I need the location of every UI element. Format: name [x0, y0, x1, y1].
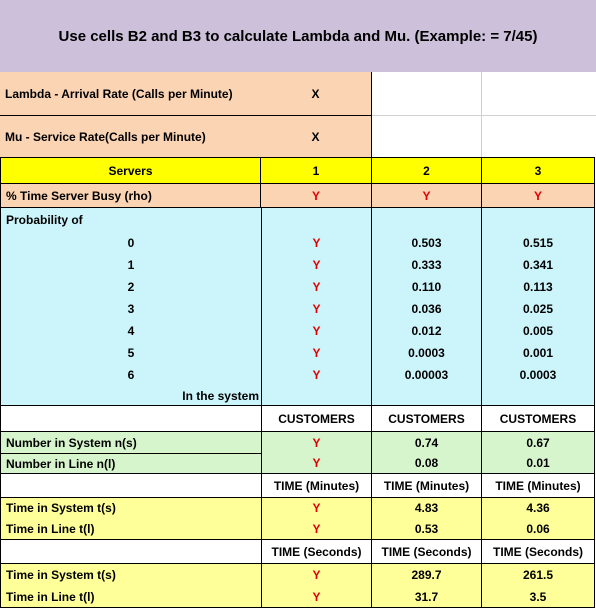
rho-label-cell[interactable]: % Time Server Busy (rho)	[0, 184, 261, 208]
probability-header-cell[interactable]	[482, 208, 595, 232]
seconds-header-blank[interactable]	[0, 540, 261, 564]
minutes-row-value[interactable]: 0.06	[482, 518, 595, 540]
probability-value-cell[interactable]: 0.025	[482, 298, 595, 320]
minutes-header-2[interactable]: TIME (Minutes)	[372, 474, 482, 498]
customers-row-value[interactable]: 0.01	[482, 453, 595, 474]
minutes-row-value[interactable]: Y	[261, 518, 372, 540]
probability-value-cell[interactable]: Y	[261, 298, 372, 320]
probability-value-cell[interactable]: 0.00003	[372, 364, 482, 386]
seconds-row-value[interactable]: Y	[261, 564, 372, 586]
lambda-label-cell[interactable]: Lambda - Arrival Rate (Calls per Minute)	[0, 72, 260, 116]
customers-row-label[interactable]: Number in System n(s)	[0, 432, 261, 453]
probability-value-cell[interactable]: 0.005	[482, 320, 595, 342]
empty-cell[interactable]	[372, 72, 482, 116]
seconds-row-label[interactable]: Time in System t(s)	[0, 564, 261, 586]
lambda-value-cell[interactable]: X	[260, 72, 372, 116]
minutes-row-label[interactable]: Time in System t(s)	[0, 498, 261, 518]
probability-value-cell[interactable]: 0.0003	[482, 364, 595, 386]
minutes-row-value[interactable]: 0.53	[372, 518, 482, 540]
probability-n-cell[interactable]: 5	[0, 342, 261, 364]
probability-value-cell[interactable]: 0.001	[482, 342, 595, 364]
probability-value-cell[interactable]: 0.503	[372, 232, 482, 254]
customers-row-value[interactable]: Y	[261, 453, 372, 474]
empty-cell[interactable]	[482, 116, 596, 157]
seconds-header-1[interactable]: TIME (Seconds)	[261, 540, 372, 564]
minutes-row-label[interactable]: Time in Line t(l)	[0, 518, 261, 540]
probability-value-cell[interactable]: 0.110	[372, 276, 482, 298]
probability-value-cell[interactable]: Y	[261, 254, 372, 276]
seconds-header-3[interactable]: TIME (Seconds)	[482, 540, 595, 564]
probability-label-cell[interactable]: Probability of	[0, 208, 261, 232]
seconds-row-value[interactable]: 289.7	[372, 564, 482, 586]
probability-footer-cell[interactable]	[261, 386, 372, 406]
seconds-row-value[interactable]: Y	[261, 586, 372, 608]
probability-value-cell[interactable]: Y	[261, 276, 372, 298]
seconds-row-value[interactable]: 3.5	[482, 586, 595, 608]
rho-1-cell[interactable]: Y	[261, 184, 372, 208]
probability-value-cell[interactable]: Y	[261, 364, 372, 386]
empty-cell[interactable]	[482, 72, 596, 116]
probability-value-cell[interactable]: 0.333	[372, 254, 482, 276]
minutes-header-1[interactable]: TIME (Minutes)	[261, 474, 372, 498]
servers-3-cell[interactable]: 3	[482, 157, 595, 184]
customers-header-2[interactable]: CUSTOMERS	[372, 406, 482, 432]
mu-value-cell[interactable]: X	[260, 116, 372, 157]
probability-footer-cell[interactable]	[372, 386, 482, 406]
minutes-header-3[interactable]: TIME (Minutes)	[482, 474, 595, 498]
customers-row-value[interactable]: 0.74	[372, 432, 482, 453]
minutes-row-value[interactable]: 4.83	[372, 498, 482, 518]
rho-3-cell[interactable]: Y	[482, 184, 595, 208]
customers-header-3[interactable]: CUSTOMERS	[482, 406, 595, 432]
probability-value-cell[interactable]: Y	[261, 320, 372, 342]
seconds-row-value[interactable]: 31.7	[372, 586, 482, 608]
probability-value-cell[interactable]: Y	[261, 232, 372, 254]
instruction-cell[interactable]: Use cells B2 and B3 to calculate Lambda and Mu. (Example: = 7/45)	[0, 0, 596, 72]
probability-n-cell[interactable]: 1	[0, 254, 261, 276]
probability-n-cell[interactable]: 3	[0, 298, 261, 320]
minutes-row-value[interactable]: Y	[261, 498, 372, 518]
probability-value-cell[interactable]: 0.515	[482, 232, 595, 254]
probability-header-cell[interactable]	[261, 208, 372, 232]
empty-cell[interactable]	[372, 116, 482, 157]
probability-value-cell[interactable]: Y	[261, 342, 372, 364]
seconds-row-value[interactable]: 261.5	[482, 564, 595, 586]
probability-footer-cell[interactable]: In the system	[0, 386, 261, 406]
probability-n-cell[interactable]: 0	[0, 232, 261, 254]
seconds-row-label[interactable]: Time in Line t(l)	[0, 586, 261, 608]
customers-header-blank[interactable]	[0, 406, 261, 432]
probability-value-cell[interactable]: 0.0003	[372, 342, 482, 364]
probability-n-cell[interactable]: 2	[0, 276, 261, 298]
servers-label-cell[interactable]: Servers	[0, 157, 261, 184]
probability-value-cell[interactable]: 0.012	[372, 320, 482, 342]
seconds-header-2[interactable]: TIME (Seconds)	[372, 540, 482, 564]
mu-label-cell[interactable]: Mu - Service Rate(Calls per Minute)	[0, 116, 260, 157]
probability-value-cell[interactable]: 0.113	[482, 276, 595, 298]
probability-footer-cell[interactable]	[482, 386, 595, 406]
probability-header-cell[interactable]	[372, 208, 482, 232]
probability-n-cell[interactable]: 4	[0, 320, 261, 342]
minutes-header-blank[interactable]	[0, 474, 261, 498]
customers-header-1[interactable]: CUSTOMERS	[261, 406, 372, 432]
servers-1-cell[interactable]: 1	[261, 157, 372, 184]
customers-row-label[interactable]: Number in Line n(l)	[0, 453, 261, 474]
probability-n-cell[interactable]: 6	[0, 364, 261, 386]
minutes-row-value[interactable]: 4.36	[482, 498, 595, 518]
customers-row-value[interactable]: Y	[261, 432, 372, 453]
servers-2-cell[interactable]: 2	[372, 157, 482, 184]
customers-row-value[interactable]: 0.08	[372, 453, 482, 474]
customers-row-value[interactable]: 0.67	[482, 432, 595, 453]
rho-2-cell[interactable]: Y	[372, 184, 482, 208]
probability-value-cell[interactable]: 0.341	[482, 254, 595, 276]
probability-value-cell[interactable]: 0.036	[372, 298, 482, 320]
